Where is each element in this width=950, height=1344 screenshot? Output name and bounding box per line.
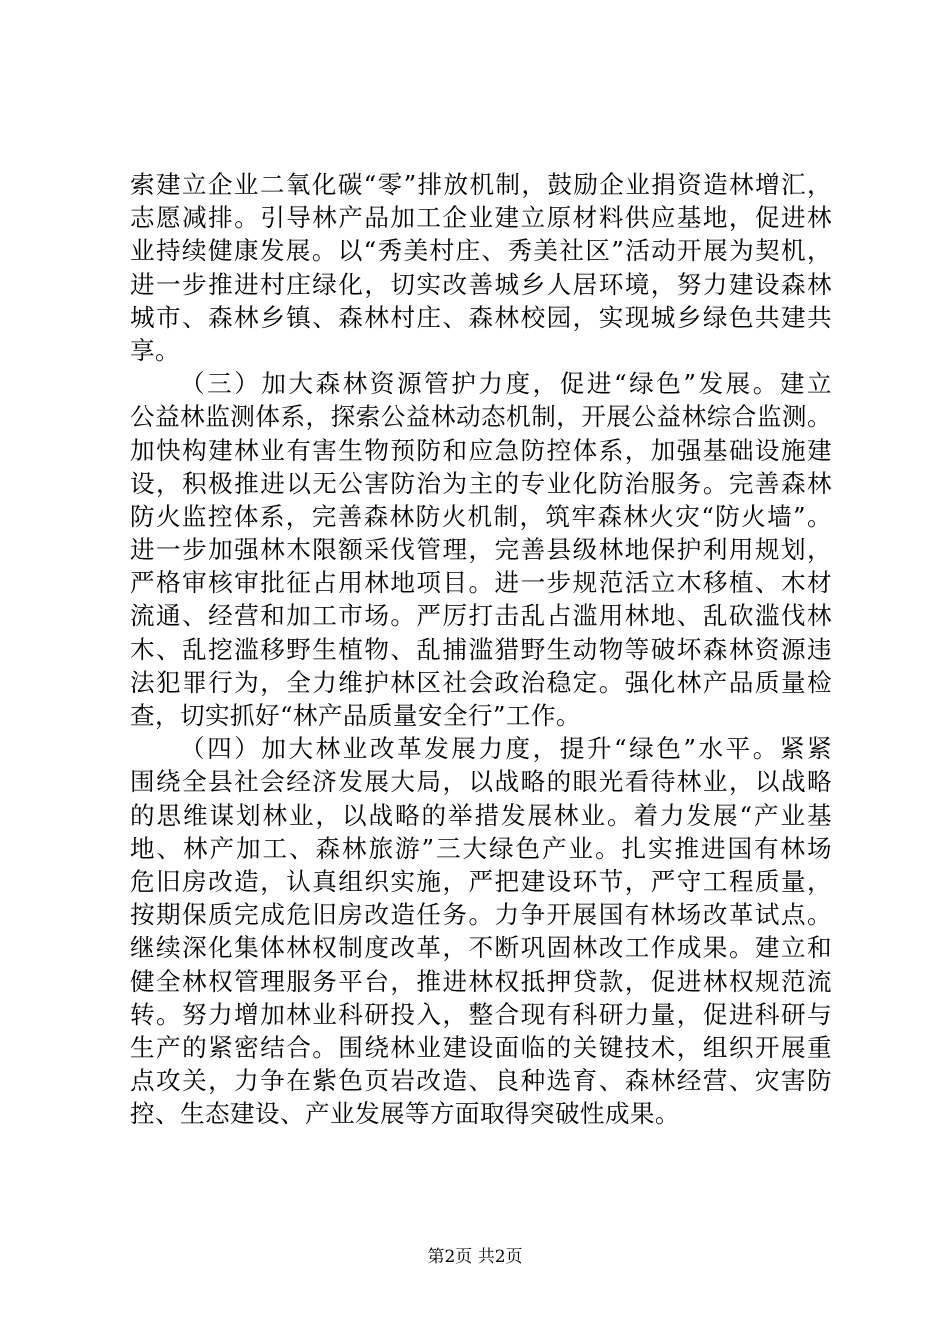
body-line-19: 围绕全县社会经济发展大局，以战略的眼光看待林业，以战略 bbox=[130, 767, 832, 797]
body-line-1: 索建立企业二氧化碳“零”排放机制，鼓励企业捐资造林增汇， bbox=[130, 170, 832, 199]
body-line-15: 木、乱挖滥移野生植物、乱捕滥猎野生动物等破坏森林资源违 bbox=[130, 634, 832, 664]
body-line-28: 点攻关，力争在紫色页岩改造、良种选育、森林经营、灾害防 bbox=[130, 1066, 832, 1096]
body-line-3: 业持续健康发展。以“秀美村庄、秀美社区”活动开展为契机， bbox=[130, 236, 832, 266]
body-line-27: 生产的紧密结合。围绕林业建设面临的关键技术，组织开展重 bbox=[130, 1032, 832, 1062]
body-line-13: 严格审核审批征占用林地项目。进一步规范活立木移植、木材 bbox=[130, 568, 832, 598]
body-line-20: 的思维谋划林业，以战略的举措发展林业。着力发展“产业基 bbox=[130, 800, 832, 830]
body-line-17: 查，切实抓好“林产品质量安全行”工作。 bbox=[130, 701, 581, 730]
body-line-10: 设，积极推进以无公害防治为主的专业化防治服务。完善森林 bbox=[130, 468, 832, 498]
body-line-6: 享。 bbox=[130, 335, 180, 365]
body-line-22: 危旧房改造，认真组织实施，严把建设环节，严守工程质量， bbox=[130, 866, 832, 896]
section-three-heading-line: （三）加大森林资源管护力度，促进“绿色”发展。建立 bbox=[180, 369, 832, 399]
body-line-21: 地、林产加工、森林旅游”三大绿色产业。扎实推进国有林场 bbox=[130, 833, 832, 863]
body-line-29: 控、生态建设、产业发展等方面取得突破性成果。 bbox=[130, 1099, 680, 1129]
page-number-footer: 第2页 共2页 bbox=[427, 1247, 523, 1267]
body-line-11: 防火监控体系，完善森林防火机制，筑牢森林火灾“防火墙”。 bbox=[130, 501, 832, 531]
document-body bbox=[130, 168, 832, 1130]
body-line-14: 流通、经营和加工市场。严厉打击乱占滥用林地、乱砍滥伐林 bbox=[130, 601, 832, 631]
body-line-8: 公益林监测体系，探索公益林动态机制，开展公益林综合监测。 bbox=[130, 402, 832, 432]
body-line-25: 健全林权管理服务平台，推进林权抵押贷款，促进林权规范流 bbox=[130, 966, 832, 996]
body-line-9: 加快构建林业有害生物预防和应急防控体系，加强基础设施建 bbox=[130, 435, 832, 465]
body-line-12: 进一步加强林木限额采伐管理，完善县级林地保护利用规划， bbox=[130, 535, 832, 565]
body-line-24: 继续深化集体林权制度改革，不断巩固林改工作成果。建立和 bbox=[130, 933, 832, 963]
body-line-16: 法犯罪行为，全力维护林区社会政治稳定。强化林产品质量检 bbox=[130, 667, 832, 697]
body-line-5: 城市、森林乡镇、森林村庄、森林校园，实现城乡绿色共建共 bbox=[130, 302, 832, 332]
body-line-4: 进一步推进村庄绿化，切实改善城乡人居环境，努力建设森林 bbox=[130, 269, 832, 299]
section-four-heading-line: （四）加大林业改革发展力度，提升“绿色”水平。紧紧 bbox=[180, 734, 832, 764]
body-line-23: 按期保质完成危旧房改造任务。力争开展国有林场改革试点。 bbox=[130, 900, 832, 930]
body-line-2: 志愿减排。引导林产品加工企业建立原材料供应基地，促进林 bbox=[130, 203, 832, 233]
body-line-26: 转。努力增加林业科研投入，整合现有科研力量，促进科研与 bbox=[130, 999, 832, 1029]
